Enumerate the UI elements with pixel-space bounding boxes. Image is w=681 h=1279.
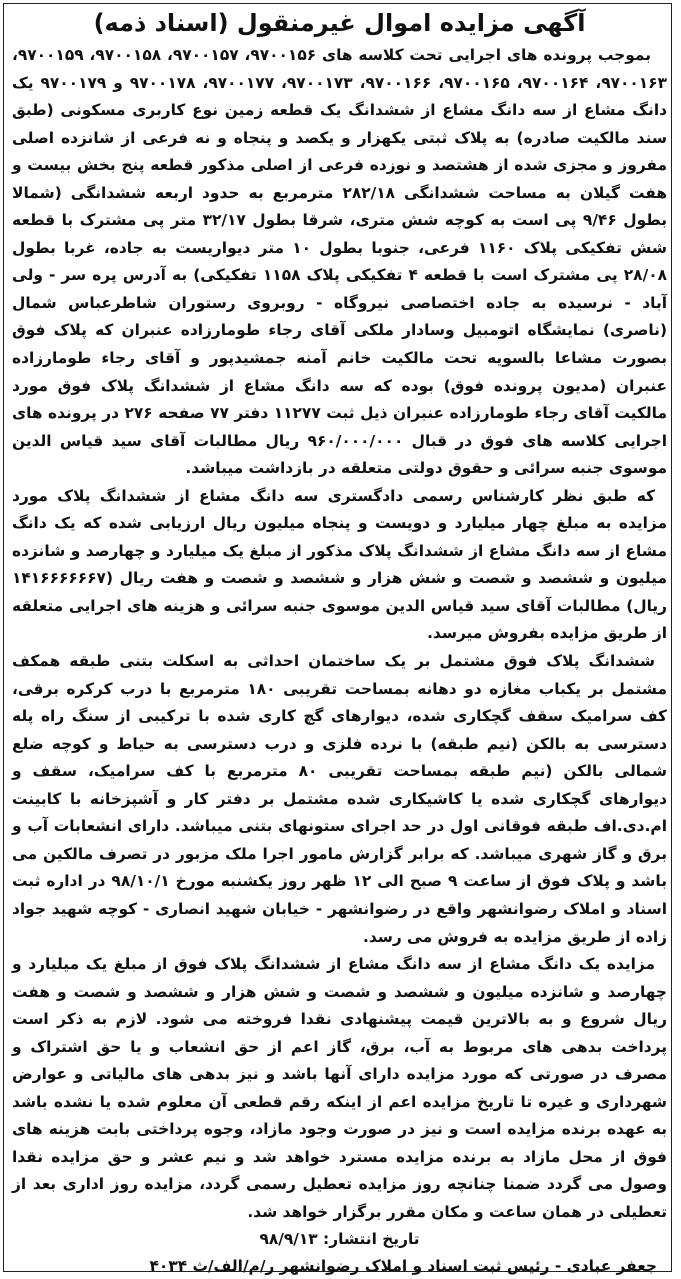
notice-paragraph-appraisal: که طبق نظر کارشناس رسمی دادگستری سه دانگ مشاع از ششدانگ پلاک مورد مزایده به مبلغ چهار میلیارد و دویست و پنجاه میلیون ریال ارزیابی شده که یک دانگ مشاع از سه دانگ مشاع از ششدانگ پلاک مذکور از مبلغ یک میلیارد و چهارصد و شانزده میلیون و ششصد و شصت و شش هزار و ششصد و شصت و هفت ریال (۱۴۱۶۶۶۶۶۶۷ ریال) مطالبات آقای سید قیاس الدین موسوی جنبه سرائی و هزینه های اجرایی متعلقه از طریق مزایده بفروش میرسد.	[12, 486, 667, 643]
notice-paragraph-building: ششدانگ پلاک فوق مشتمل بر یک ساختمان احداثی به اسکلت بتنی طبقه همکف مشتمل بر یکباب مغازه دو دهانه بمساحت تقریبی ۱۸۰ مترمربع با درب کرکره برقی، کف سرامیک سقف گچکاری شده، دیوارهای گچ کاری شده با ترکیبی از سنگ راه پله دسترسی به بالکن (نیم طبقه) با نرده فلزی و درب دسترسی به حیاط و کوچه ضلع شمالی بالکن (نیم طبقه بمساحت تقریبی ۸۰ مترمربع با کف سرامیک، سقف و دیوارهای گچکاری شده یا کاشیکاری شده مشتمل بر دفتر کار و آشپزخانه با کابینت ام.دی.اف طبقه فوقانی اول در حد اجرای ستونهای بتنی میباشد. دارای انشعابات آب و برق و گاز شهری میباشد. که برابر گزارش مامور اجرا ملک مزبور در تصرف مالکین می باشد و پلاک فوق از ساعت ۹ صبح الی ۱۲ ظهر روز یکشنبه مورخ ۹۸/۱۰/۱ در اداره ثبت اسناد و املاک رضوانشهر واقع در رضوانشهر - خیابان شهید انصاری - کوچه شهید جواد زاده از طریق مزایده به فروش می رسد.	[12, 652, 667, 946]
signature-line: جعفر عبادی - رئیس ثبت اسناد و املاک رضوانشهر ر/م/الف/ث ۴۰۳۴	[149, 1256, 657, 1275]
publish-date: تاریخ انتشار: ۹۸/۹/۱۳	[259, 1229, 420, 1248]
notice-paragraph-terms: مزایده یک دانگ مشاع از سه دانگ مشاع از ششدانگ پلاک فوق از مبلغ یک میلیارد و چهارصد و شانزده میلیون و ششصد و شصت و شش هزار و ششصد و شصت و هفت ریال شروع و به بالاترین قیمت پیشنهادی نقدا فروخته می شود. لازم به ذکر است پرداخت بدهی های مربوط به آب، برق، گاز اعم از حق انشعاب و یا حق اشتراک و مصرف در صورتی که مورد مزایده دارای آنها باشد و نیز بدهی های مالیاتی و عوارض شهرداری و غیره تا تاریخ مزایده اعم از اینکه رقم قطعی آن معلوم شده یا نشده باشد به عهده برنده مزایده است و نیز در صورت وجود مازاد، وجوه پرداختی بابت هزینه های فوق از محل مازاد به برنده مزایده مسترد خواهد شد و نیم عشر و حق مزایده نقدا وصول می گردد ضمنا چنانچه روز مزایده تعطیل رسمی گردد، مزایده روز اداری بعد از تعطیلی در همان ساعت و مکان مقرر برگزار خواهد شد.	[12, 955, 667, 1221]
auction-notice	[12, 6, 667, 1279]
notice-paragraph-property: بموجب پرونده های اجرایی تحت کلاسه های ۹۷۰۰۱۵۶، ۹۷۰۰۱۵۷، ۹۷۰۰۱۵۸، ۹۷۰۰۱۵۹، ۹۷۰۰۱۶۳، ۹۷۰۰۱۶۴، ۹۷۰۰۱۶۵، ۹۷۰۰۱۶۶، ۹۷۰۰۱۷۳، ۹۷۰۰۱۷۷، ۹۷۰۰۱۷۸ و ۹۷۰۰۱۷۹ یک دانگ مشاع از سه دانگ مشاع از ششدانگ یک قطعه زمین نوع کاربری مسکونی (طبق سند مالکیت صادره) به پلاک ثبتی یکهزار و یکصد و پنجاه و نه فرعی از شانزده اصلی مفروز و مجزی شده از هشتصد و نوزده فرعی از اصلی مذکور قطعه پنج بخش بیست و هفت گیلان به مساحت ششدانگی ۲۸۲/۱۸ مترمربع به حدود اربعه ششدانگی (شمالا بطول ۹/۴۶ پی است به کوچه شش متری، شرقا بطول ۳۲/۱۷ متر پی مشترک با قطعه شش تفکیکی پلاک ۱۱۶۰ فرعی، جنوبا بطول ۱۰ متر دیواریست به جاده، غربا بطول ۲۸/۰۸ پی مشترک است با قطعه ۴ تفکیکی پلاک ۱۱۵۸ تفکیکی) به آدرس پره سر - ولی آباد - نرسیده به جاده اختصاصی نیروگاه - روبروی رستوران شاطرعباس شمال (ناصری) نمایشگاه اتومبیل وسادار ملکی آقای رجاء طومارزاده عنبران که پلاک فوق بصورت مشاعا بالسویه تحت مالکیت خانم آمنه جمشیدپور و آقای رجاء طومارزاده عنبران (مدیون پرونده فوق) بوده که سه دانگ مشاع از ششدانگ پلاک فوق مورد مالکیت آقای رجاء طومارزاده عنبران ذیل ثبت ۱۱۲۷۷ دفتر ۷۷ صفحه ۲۷۶ در پرونده های اجرایی کلاسه های فوق در قبال ۹۶۰/۰۰۰/۰۰۰ ریال مطالبات آقای سید قیاس الدین موسوی جنبه سرائی و حقوق دولتی متعلقه در بازداشت میباشد.	[12, 46, 667, 478]
notice-title: آگهی مزایده اموال غیرمنقول (اسناد ذمه)	[93, 9, 586, 37]
